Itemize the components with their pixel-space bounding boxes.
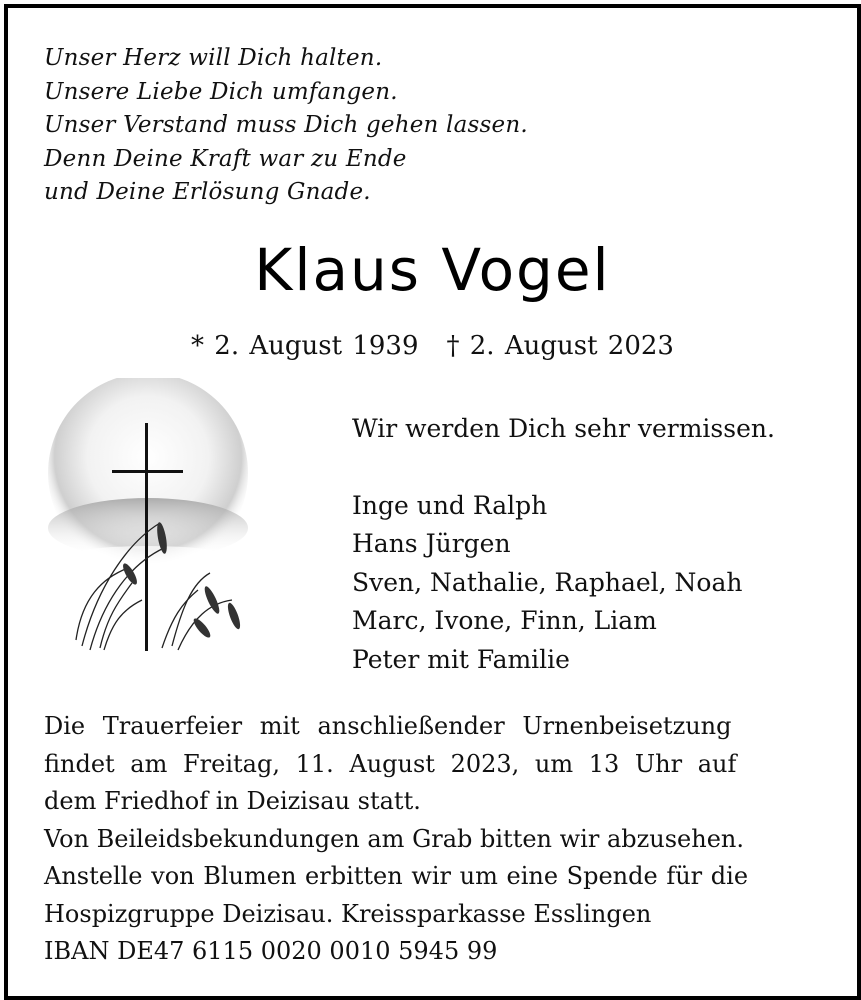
poem	[44, 42, 528, 210]
deceased-name: Klaus Vogel	[254, 236, 611, 304]
poem-line: Unser Herz will Dich halten.	[44, 45, 383, 71]
death-date: † 2. August 2023	[446, 331, 674, 361]
poem-line: Denn Deine Kraft war zu Ende	[44, 145, 407, 172]
notice-line: Hospizgruppe Deizisau. Kreissparkasse Esslingen	[44, 899, 652, 928]
notice-line: findet am Freitag, 11. August 2023, um 13 Uhr auf	[44, 749, 737, 778]
notice-line: Von Beileidsbekundungen am Grab bitten wir abzusehen.	[44, 824, 744, 853]
family-member: Peter mit Familie	[352, 644, 570, 674]
farewell-line: Wir werden Dich sehr vermissen.	[352, 414, 775, 443]
obituary-card	[4, 4, 861, 1000]
notice-line: dem Friedhof in Deizisau statt.	[44, 787, 421, 815]
birth-date: * 2. August 1939	[191, 331, 419, 361]
notice-line: Anstelle von Blumen erbitten wir um eine Spende für die	[44, 862, 749, 890]
family-member: Marc, Ivone, Finn, Liam	[352, 606, 657, 635]
family-section	[352, 410, 775, 679]
funeral-notice	[44, 708, 826, 971]
family-member: Sven, Nathalie, Raphael, Noah	[352, 567, 743, 597]
notice-line: Die Trauerfeier mit anschließender Urnenbeisetzung	[44, 712, 732, 740]
poem-line: und Deine Erlösung Gnade.	[44, 179, 371, 205]
family-member: Inge und Ralph	[352, 490, 548, 520]
bank-iban: IBAN DE47 6115 0020 0010 5945 99	[44, 937, 498, 965]
family-member: Hans Jürgen	[352, 529, 511, 558]
life-dates	[8, 331, 857, 361]
poem-line: Unsere Liebe Dich umfangen.	[44, 78, 398, 105]
cross-with-wheat-icon	[42, 378, 254, 668]
poem-line: Unser Verstand muss Dich gehen lassen.	[44, 112, 528, 138]
